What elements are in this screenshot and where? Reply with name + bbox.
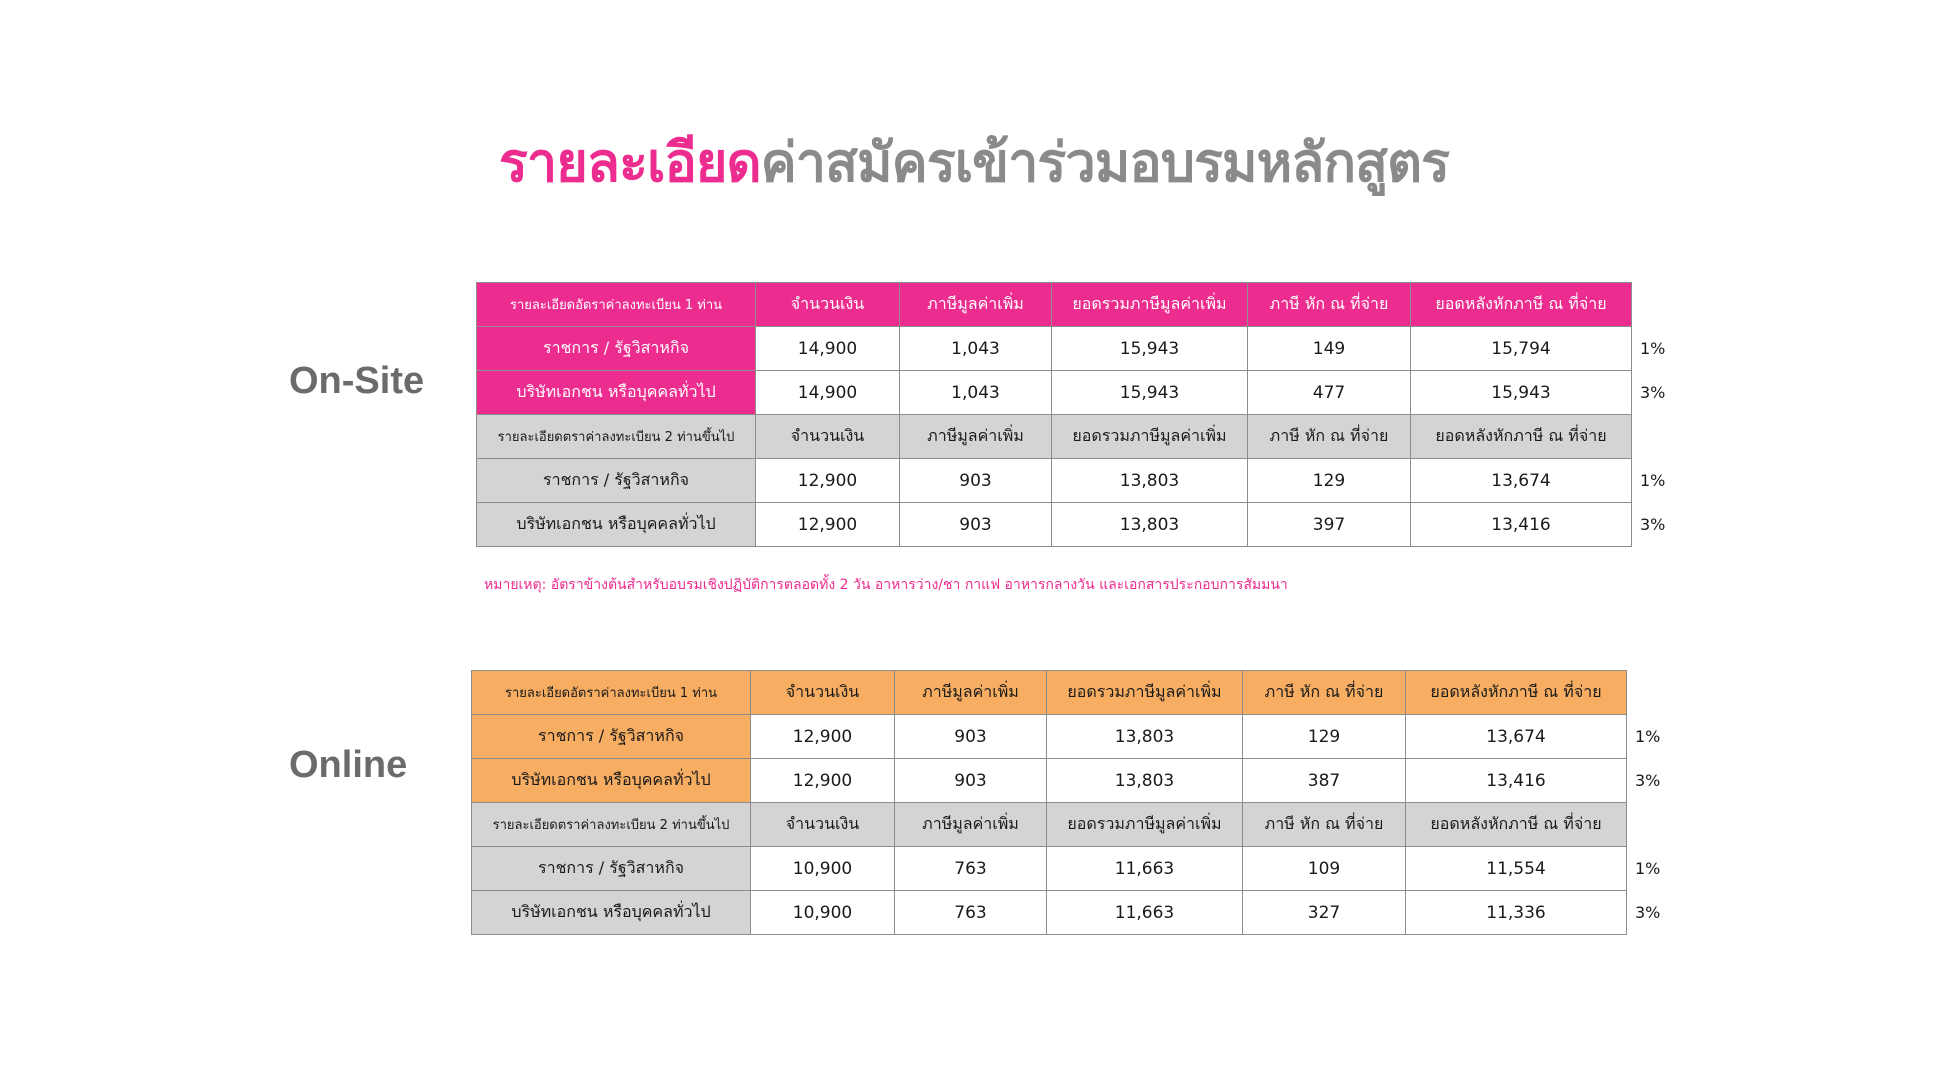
onsite-rate-table — [476, 282, 1687, 547]
row-net: 11,554 — [1406, 847, 1627, 891]
row-withholding: 149 — [1248, 327, 1411, 371]
row-withholding-rate: 1% — [1635, 727, 1661, 746]
row-total: 15,943 — [1052, 327, 1248, 371]
online-header-withholding: ภาษี หัก ณ ที่จ่าย — [1243, 671, 1406, 715]
online-group-header-net: ยอดหลังหักภาษี ณ ที่จ่าย — [1406, 803, 1627, 847]
onsite-group-header-label: รายละเอียดตราค่าลงทะเบียน 2 ท่านขึ้นไป — [477, 415, 756, 459]
row-category: บริษัทเอกชน หรือบุคคลทั่วไป — [472, 759, 751, 803]
row-vat: 903 — [900, 503, 1052, 547]
table-row — [472, 847, 1682, 891]
row-withholding: 129 — [1243, 715, 1406, 759]
onsite-header-vat: ภาษีมูลค่าเพิ่ม — [900, 283, 1052, 327]
online-header-row — [472, 671, 1682, 715]
row-amount: 12,900 — [756, 503, 900, 547]
row-net: 11,336 — [1406, 891, 1627, 935]
online-header-vat: ภาษีมูลค่าเพิ่ม — [895, 671, 1047, 715]
online-header-net: ยอดหลังหักภาษี ณ ที่จ่าย — [1406, 671, 1627, 715]
online-header-spacer — [1627, 671, 1682, 715]
page-title-highlight: รายละเอียด — [498, 131, 761, 194]
table-row — [472, 715, 1682, 759]
onsite-header-amount: จำนวนเงิน — [756, 283, 900, 327]
onsite-group-header-row — [477, 415, 1687, 459]
onsite-header-label: รายละเอียดอัตราค่าลงทะเบียน 1 ท่าน — [477, 283, 756, 327]
row-total: 15,943 — [1052, 371, 1248, 415]
row-category: ราชการ / รัฐวิสาหกิจ — [472, 715, 751, 759]
table-row — [477, 327, 1687, 371]
table-row — [477, 459, 1687, 503]
onsite-header-withholding: ภาษี หัก ณ ที่จ่าย — [1248, 283, 1411, 327]
page-title-rest: ค่าสมัครเข้าร่วมอบรมหลักสูตร — [760, 131, 1450, 194]
online-group-header-label: รายละเอียดตราค่าลงทะเบียน 2 ท่านขึ้นไป — [472, 803, 751, 847]
row-withholding-rate: 3% — [1640, 383, 1666, 402]
online-group-header-total: ยอดรวมภาษีมูลค่าเพิ่ม — [1047, 803, 1243, 847]
row-withholding: 477 — [1248, 371, 1411, 415]
online-group-header-row — [472, 803, 1682, 847]
onsite-group-header-total: ยอดรวมภาษีมูลค่าเพิ่ม — [1052, 415, 1248, 459]
online-group-header-vat: ภาษีมูลค่าเพิ่ม — [895, 803, 1047, 847]
page-title — [0, 128, 1948, 198]
row-category: ราชการ / รัฐวิสาหกิจ — [477, 459, 756, 503]
online-header-label: รายละเอียดอัตราค่าลงทะเบียน 1 ท่าน — [472, 671, 751, 715]
row-total: 13,803 — [1052, 459, 1248, 503]
row-withholding: 387 — [1243, 759, 1406, 803]
row-withholding-rate: 3% — [1640, 515, 1666, 534]
row-amount: 12,900 — [756, 459, 900, 503]
table-row — [472, 759, 1682, 803]
onsite-footnote: หมายเหตุ: อัตราข้างต้นสำหรับอบรมเชิงปฏิบัติการตลอดทั้ง 2 วัน อาหารว่าง/ชา กาแฟ อาหารกลางวัน และเอกสารประกอบการสัมมนา — [484, 577, 1288, 593]
row-withholding-rate: 1% — [1640, 339, 1666, 358]
row-amount: 14,900 — [756, 327, 900, 371]
row-vat: 763 — [895, 891, 1047, 935]
row-withholding-rate: 1% — [1635, 859, 1661, 878]
onsite-header-spacer — [1632, 283, 1687, 327]
row-total: 13,803 — [1052, 503, 1248, 547]
row-net: 15,943 — [1411, 371, 1632, 415]
row-total: 13,803 — [1047, 715, 1243, 759]
row-amount: 10,900 — [751, 847, 895, 891]
row-vat: 903 — [900, 459, 1052, 503]
online-header-total: ยอดรวมภาษีมูลค่าเพิ่ม — [1047, 671, 1243, 715]
row-vat: 1,043 — [900, 327, 1052, 371]
row-category: บริษัทเอกชน หรือบุคคลทั่วไป — [477, 503, 756, 547]
row-total: 11,663 — [1047, 891, 1243, 935]
row-category: บริษัทเอกชน หรือบุคคลทั่วไป — [472, 891, 751, 935]
onsite-header-row — [477, 283, 1687, 327]
row-withholding: 109 — [1243, 847, 1406, 891]
row-net: 13,416 — [1406, 759, 1627, 803]
row-vat: 1,043 — [900, 371, 1052, 415]
onsite-group-header-net: ยอดหลังหักภาษี ณ ที่จ่าย — [1411, 415, 1632, 459]
table-row — [477, 503, 1687, 547]
table-row — [477, 371, 1687, 415]
online-group-header-spacer — [1627, 803, 1682, 847]
row-amount: 12,900 — [751, 759, 895, 803]
onsite-group-header-withholding: ภาษี หัก ณ ที่จ่าย — [1248, 415, 1411, 459]
row-withholding: 129 — [1248, 459, 1411, 503]
row-net: 15,794 — [1411, 327, 1632, 371]
row-net: 13,416 — [1411, 503, 1632, 547]
onsite-group-header-vat: ภาษีมูลค่าเพิ่ม — [900, 415, 1052, 459]
row-total: 13,803 — [1047, 759, 1243, 803]
onsite-header-net: ยอดหลังหักภาษี ณ ที่จ่าย — [1411, 283, 1632, 327]
row-amount: 10,900 — [751, 891, 895, 935]
online-group-header-amount: จำนวนเงิน — [751, 803, 895, 847]
row-category: บริษัทเอกชน หรือบุคคลทั่วไป — [477, 371, 756, 415]
row-category: ราชการ / รัฐวิสาหกิจ — [477, 327, 756, 371]
row-vat: 763 — [895, 847, 1047, 891]
row-category: ราชการ / รัฐวิสาหกิจ — [472, 847, 751, 891]
row-amount: 14,900 — [756, 371, 900, 415]
row-net: 13,674 — [1411, 459, 1632, 503]
row-net: 13,674 — [1406, 715, 1627, 759]
onsite-header-total: ยอดรวมภาษีมูลค่าเพิ่ม — [1052, 283, 1248, 327]
onsite-group-header-amount: จำนวนเงิน — [756, 415, 900, 459]
row-withholding-rate: 3% — [1635, 771, 1661, 790]
online-header-amount: จำนวนเงิน — [751, 671, 895, 715]
row-vat: 903 — [895, 759, 1047, 803]
online-group-header-withholding: ภาษี หัก ณ ที่จ่าย — [1243, 803, 1406, 847]
online-label: Online — [289, 744, 408, 786]
row-withholding-rate: 1% — [1640, 471, 1666, 490]
onsite-label: On-Site — [289, 360, 425, 402]
table-row — [472, 891, 1682, 935]
row-withholding: 327 — [1243, 891, 1406, 935]
row-withholding-rate: 3% — [1635, 903, 1661, 922]
row-withholding: 397 — [1248, 503, 1411, 547]
onsite-group-header-spacer — [1632, 415, 1687, 459]
row-amount: 12,900 — [751, 715, 895, 759]
row-vat: 903 — [895, 715, 1047, 759]
online-rate-table — [471, 670, 1682, 935]
row-total: 11,663 — [1047, 847, 1243, 891]
